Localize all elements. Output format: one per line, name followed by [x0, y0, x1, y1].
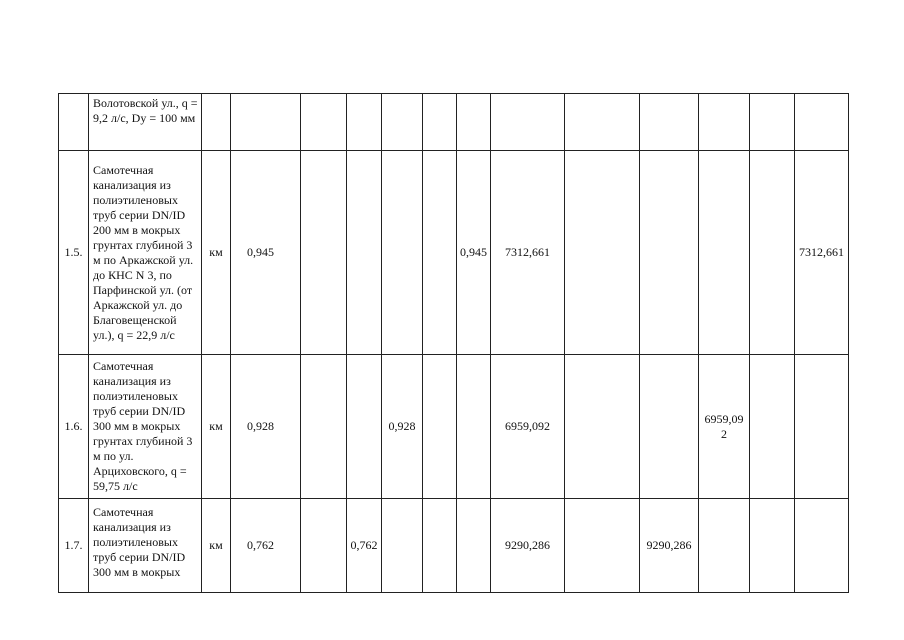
row-cell: [423, 499, 457, 593]
row-description: Самотечная канализация из полиэтиленовых труб серии DN/ID 300 мм в мокрых грунтах глубиной 3 м по ул. Арциховского, q = 59,75 л/с: [89, 355, 202, 499]
row-cell: 7312,661: [795, 151, 849, 355]
row-cell: [457, 499, 491, 593]
row-cell: [565, 355, 640, 499]
row-total-length: 0,762: [231, 499, 301, 593]
row-number: 1.5.: [59, 151, 89, 355]
row-cell: [699, 499, 750, 593]
row-cell: [750, 499, 795, 593]
row-number: [59, 94, 89, 151]
row-cell: [750, 151, 795, 355]
row-cost: 6959,092: [491, 355, 565, 499]
row-cell: 0,928: [382, 355, 423, 499]
row-cell: [699, 151, 750, 355]
row-cell: 0,945: [457, 151, 491, 355]
row-cost: [491, 94, 565, 151]
row-unit: км: [202, 499, 231, 593]
row-cell: [301, 499, 347, 593]
row-cell: [795, 94, 849, 151]
row-cell: [640, 94, 699, 151]
table-row: [59, 151, 849, 355]
row-cost: 7312,661: [491, 151, 565, 355]
row-number: 1.7.: [59, 499, 89, 593]
table-row: [59, 94, 849, 151]
row-cell: [457, 94, 491, 151]
row-description: Самотечная канализация из полиэтиленовых труб серии DN/ID 200 мм в мокрых грунтах глубиной 3 м по Аркажской ул. до КНС N 3, по Парфинской ул. (от Аркажской ул. до Благовещенской ул.), q = 22,9 л/с: [89, 151, 202, 355]
investment-program-table: [58, 93, 849, 593]
row-cell: [750, 94, 795, 151]
row-cell: [640, 151, 699, 355]
row-cell: [423, 94, 457, 151]
row-cell: 6959,092: [699, 355, 750, 499]
table-row: [59, 499, 849, 593]
row-unit: км: [202, 151, 231, 355]
row-unit: [202, 94, 231, 151]
row-cell: [301, 355, 347, 499]
row-cell: [423, 355, 457, 499]
row-cell: [382, 499, 423, 593]
row-cell: [565, 499, 640, 593]
row-cost: 9290,286: [491, 499, 565, 593]
row-cell: [382, 151, 423, 355]
row-cell: [301, 94, 347, 151]
document-page: [58, 93, 848, 582]
row-cell: [750, 355, 795, 499]
row-cell: [347, 94, 382, 151]
row-description: Самотечная канализация из полиэтиленовых труб серии DN/ID 300 мм в мокрых: [89, 499, 202, 593]
row-cell: [795, 355, 849, 499]
row-cell: [301, 151, 347, 355]
row-cell: 0,762: [347, 499, 382, 593]
row-cell: [565, 151, 640, 355]
row-cell: [640, 355, 699, 499]
row-cell: [382, 94, 423, 151]
row-cell: [423, 151, 457, 355]
table-row: [59, 355, 849, 499]
row-number: 1.6.: [59, 355, 89, 499]
row-cell: 9290,286: [640, 499, 699, 593]
row-unit: км: [202, 355, 231, 499]
row-total-length: 0,945: [231, 151, 301, 355]
row-cell: [565, 94, 640, 151]
row-cell: [795, 499, 849, 593]
row-cell: [347, 355, 382, 499]
row-total-length: [231, 94, 301, 151]
row-total-length: 0,928: [231, 355, 301, 499]
row-description: Волотовской ул., q = 9,2 л/с, Dy = 100 мм: [89, 94, 202, 151]
row-cell: [457, 355, 491, 499]
row-cell: [699, 94, 750, 151]
row-cell: [347, 151, 382, 355]
